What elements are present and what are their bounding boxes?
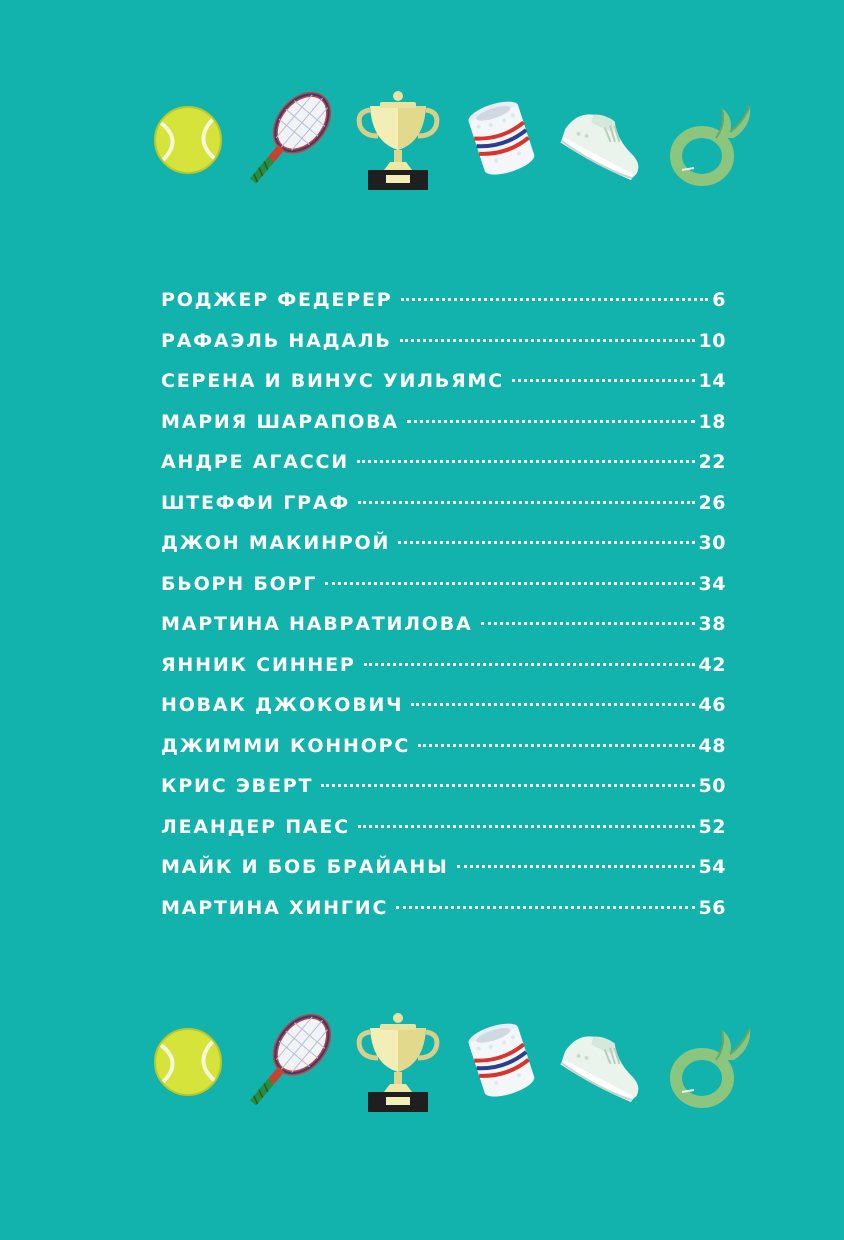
toc-entry[interactable] — [161, 525, 726, 566]
toc-entry[interactable] — [161, 282, 726, 323]
toc-entry-title: ДЖИММИ КОННОРС — [161, 734, 411, 757]
toc-entry-page-number: 46 — [698, 694, 726, 716]
toc-entry[interactable] — [161, 768, 726, 809]
toc-entry[interactable] — [161, 404, 726, 445]
tennis-racket-icon — [245, 90, 341, 190]
tennis-ball-icon — [140, 90, 236, 190]
toc-entry-page-number: 18 — [698, 410, 726, 433]
toc-entry-page-number: 10 — [698, 329, 726, 352]
headband-icon — [664, 1012, 760, 1112]
dot-leader — [398, 541, 694, 544]
toc-entry-page-number: 14 — [698, 370, 726, 392]
tennis-racket-icon — [245, 1012, 341, 1112]
toc-entry[interactable] — [161, 323, 726, 364]
toc-entry-page-number: 50 — [698, 775, 726, 797]
dot-leader — [407, 420, 695, 423]
toc-entry-title: КРИС ЭВЕРТ — [161, 775, 314, 797]
dot-leader — [358, 825, 695, 828]
headband-icon — [664, 90, 760, 190]
toc-entry-page-number: 48 — [698, 734, 726, 757]
trophy-icon — [350, 90, 446, 190]
toc-entry-title: МАЙК И БОБ БРАЙАНЫ — [161, 856, 449, 878]
toc-entry-title: МАРИЯ ШАРАПОВА — [161, 410, 399, 433]
toc-entry-title: МАРТИНА ХИНГИС — [161, 896, 389, 919]
toc-entry-title: БЬОРН БОРГ — [161, 572, 318, 595]
toc-entry[interactable] — [161, 485, 726, 526]
toc-entry[interactable] — [161, 890, 726, 931]
toc-entry[interactable] — [161, 687, 726, 728]
dot-leader — [418, 744, 694, 747]
toc-entry-page-number: 26 — [698, 491, 726, 514]
toc-entry-page-number: 54 — [698, 856, 726, 878]
toc-entry-page-number: 42 — [698, 653, 726, 676]
sneaker-icon — [559, 90, 655, 190]
toc-entry-title: МАРТИНА НАВРАТИЛОВА — [161, 613, 473, 635]
dot-leader — [396, 906, 694, 909]
toc-entry-page-number: 52 — [698, 815, 726, 838]
dot-leader — [400, 339, 695, 342]
dot-leader — [401, 298, 709, 301]
toc-entry-page-number: 22 — [698, 451, 726, 473]
toc-entry-title: ДЖОН МАКИНРОЙ — [161, 532, 391, 554]
table-of-contents — [161, 282, 726, 930]
dot-leader — [325, 582, 694, 585]
top-icon-row — [140, 90, 760, 190]
toc-entry[interactable] — [161, 809, 726, 850]
toc-entry[interactable] — [161, 444, 726, 485]
bottom-icon-row — [140, 1012, 760, 1112]
toc-entry-page-number: 30 — [698, 532, 726, 554]
toc-entry-page-number: 38 — [698, 613, 726, 635]
toc-entry-title: ЛЕАНДЕР ПАЕС — [161, 815, 350, 838]
toc-entry[interactable] — [161, 849, 726, 890]
wristband-icon — [454, 90, 550, 190]
dot-leader — [512, 379, 695, 382]
toc-entry-title: РОДЖЕР ФЕДЕРЕР — [161, 289, 393, 311]
dot-leader — [357, 460, 695, 463]
dot-leader — [364, 663, 695, 666]
toc-entry[interactable] — [161, 728, 726, 769]
toc-entry-page-number: 56 — [698, 896, 726, 919]
toc-entry[interactable] — [161, 647, 726, 688]
dot-leader — [358, 501, 695, 504]
toc-entry-title: РАФАЭЛЬ НАДАЛЬ — [161, 329, 392, 352]
toc-entry-title: СЕРЕНА И ВИНУС УИЛЬЯМС — [161, 370, 504, 392]
toc-entry[interactable] — [161, 363, 726, 404]
toc-entry[interactable] — [161, 606, 726, 647]
tennis-ball-icon — [140, 1012, 236, 1112]
wristband-icon — [454, 1012, 550, 1112]
sneaker-icon — [559, 1012, 655, 1112]
toc-entry-page-number: 34 — [698, 572, 726, 595]
toc-entry-title: НОВАК ДЖОКОВИЧ — [161, 694, 404, 716]
toc-entry-page-number: 6 — [712, 289, 726, 311]
dot-leader — [481, 622, 695, 625]
dot-leader — [321, 784, 694, 787]
dot-leader — [411, 703, 694, 706]
toc-entry-title: ШТЕФФИ ГРАФ — [161, 491, 350, 514]
dot-leader — [457, 865, 695, 868]
toc-entry[interactable] — [161, 566, 726, 607]
toc-entry-title: ЯННИК СИННЕР — [161, 653, 356, 676]
trophy-icon — [350, 1012, 446, 1112]
toc-entry-title: АНДРЕ АГАССИ — [161, 451, 349, 473]
